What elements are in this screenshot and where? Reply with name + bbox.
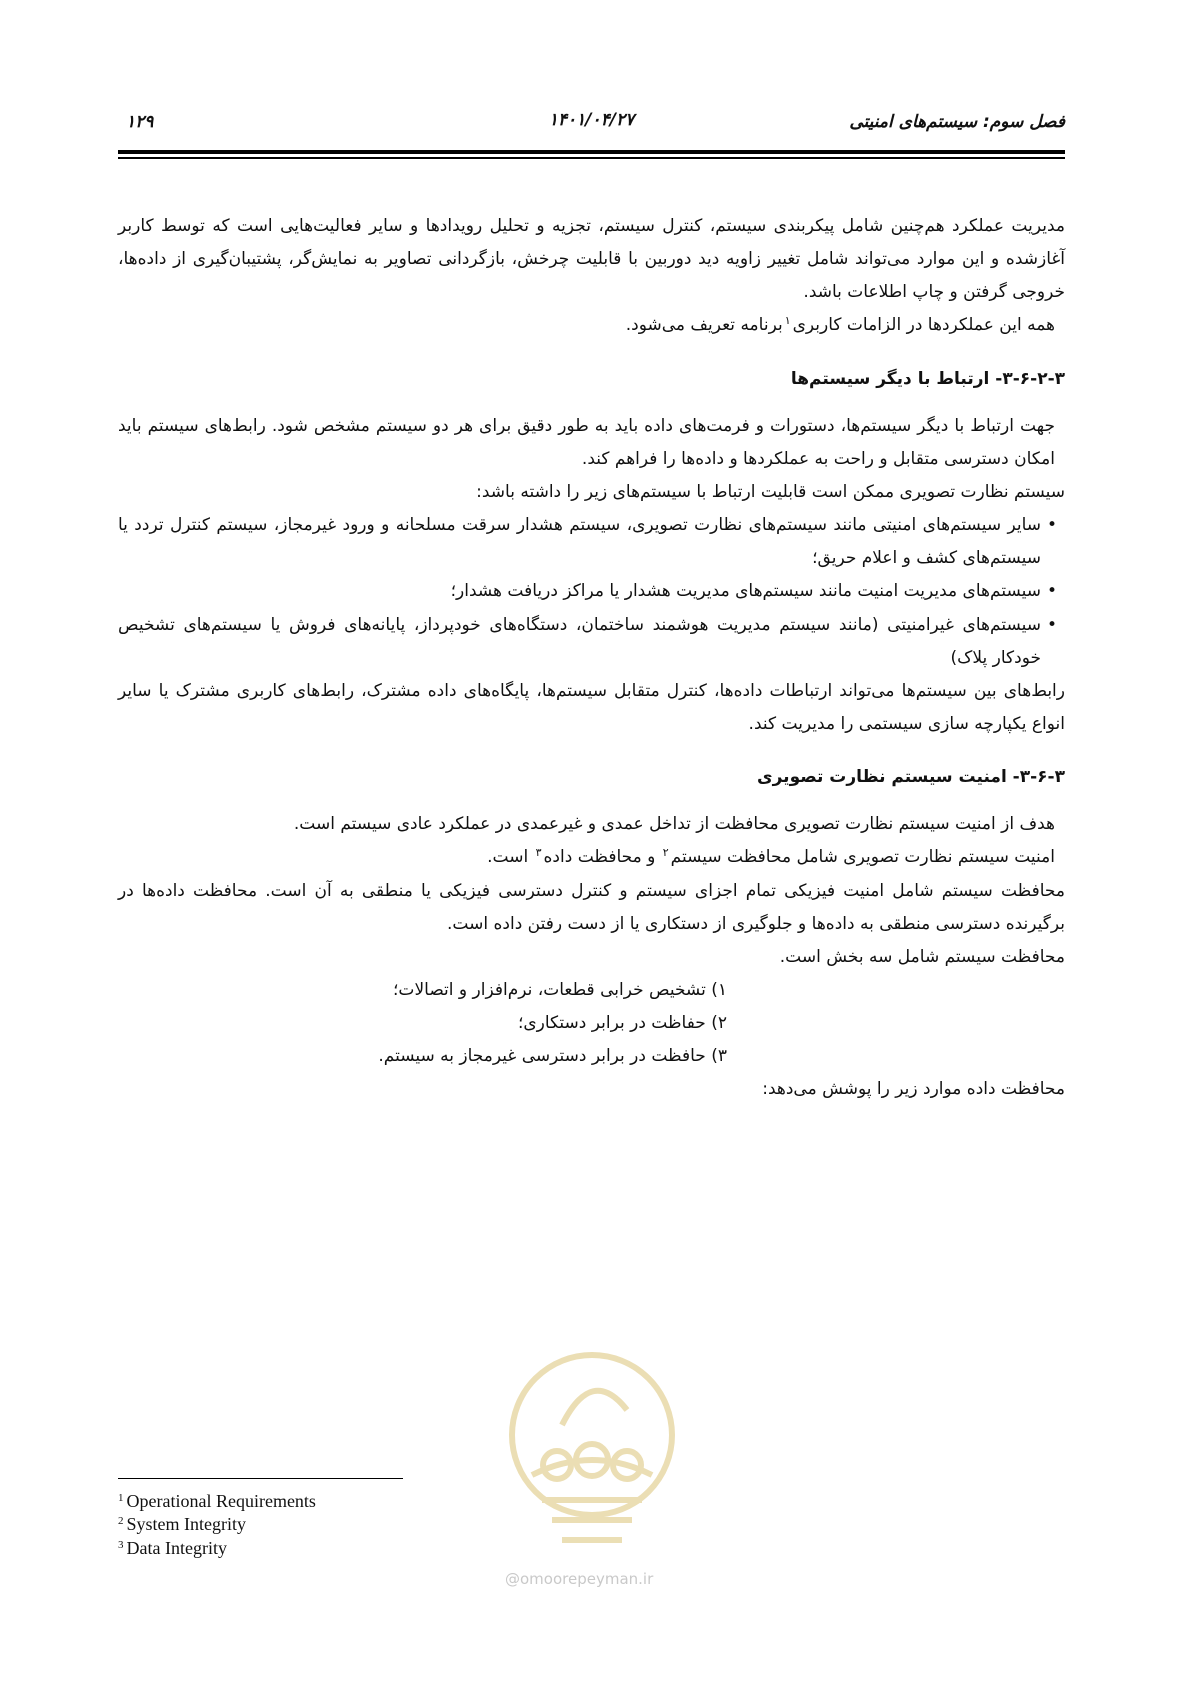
text-segment: برنامه تعریف می‌شود. xyxy=(625,315,783,336)
text-segment: همه این عملکردها در الزامات کاربری xyxy=(792,315,1055,336)
footnote-ref-3[interactable]: ۳ xyxy=(535,846,542,860)
bullet-item xyxy=(118,575,1065,608)
footnote-item xyxy=(118,1513,316,1536)
header-rule-thin xyxy=(118,157,1065,159)
numbered-item: ۱) تشخیص خرابی قطعات، نرم‌افزار و اتصالات؛ xyxy=(393,979,727,1000)
watermark-url: @omoorepeyman.ir xyxy=(505,1570,654,1588)
footnote-item xyxy=(118,1537,316,1560)
bullet-item xyxy=(118,509,1065,575)
footnote-separator xyxy=(118,1478,403,1479)
header-date: ۱۴۰۱/۰۴/۲۷ xyxy=(548,110,635,130)
header-rule-thick xyxy=(118,150,1065,154)
bullet-icon: • xyxy=(1046,614,1057,635)
paragraph-system-protection: محافظت سیستم شامل امنیت فیزیکی تمام اجزای سیستم و کنترل دسترسی فیزیکی یا منطقی به آن است. محافظت داده‌ها در برگیرنده دسترسی منطقی به داده‌ها و جلوگیری از دستکاری یا از دست رفتن داده است. xyxy=(118,880,1065,934)
paragraph-security-scope xyxy=(118,841,1065,874)
numbered-item: ۲) حفاظت در برابر دستکاری؛ xyxy=(517,1013,727,1034)
footnote-item xyxy=(118,1490,316,1513)
footnote-number: 2 xyxy=(118,1515,124,1528)
section-heading-security: ۳-۶-۳- امنیت سیستم نظارت تصویری xyxy=(757,767,1065,788)
page-header xyxy=(118,112,1065,142)
text-segment: است. xyxy=(487,847,529,868)
paragraph-communication-capability: سیستم نظارت تصویری ممکن است قابلیت ارتباط با سیستم‌های زیر را داشته باشد: xyxy=(476,481,1065,502)
footnote-text: System Integrity xyxy=(126,1514,246,1535)
text-segment: و محافظت داده xyxy=(543,847,656,868)
page-body xyxy=(118,210,1065,1107)
paragraph-data-protection: محافظت داده موارد زیر را پوشش می‌دهد: xyxy=(762,1079,1065,1100)
section-heading-other-systems: ۳-۶-۲-۳- ارتباط با دیگر سیستم‌ها xyxy=(790,368,1065,389)
bullet-text: سیستم‌های غیرامنیتی (مانند سیستم مدیریت هوشمند ساختمان، دستگاه‌های خودپرداز، پایانه‌های فروش یا سیستم‌های تشخیص خودکار پلاک) xyxy=(118,614,1041,668)
bullet-icon: • xyxy=(1046,515,1057,536)
paragraph-communication: جهت ارتباط با دیگر سیستم‌ها، دستورات و فرمت‌های داده باید به طور دقیق برای هر دو سیستم مشخص شود. رابط‌های سیستم باید امکان دسترسی متقابل و راحت به عملکردها و داده‌ها را فراهم کند. xyxy=(118,415,1055,469)
footnote-ref-1[interactable]: ۱ xyxy=(784,314,791,328)
footnote-text: Operational Requirements xyxy=(126,1491,316,1511)
paragraph-user-requirements xyxy=(118,309,1065,342)
paragraph-performance-management: مدیریت عملکرد هم‌چنین شامل پیکربندی سیستم، کنترل سیستم، تجزیه و تحلیل رویدادها و سایر فعالیت‌هایی است که توسط کاربر آغازشده و این موارد می‌تواند شامل تغییر زاویه دید دوربین با قابلیت چرخش، بازگردانی تصاویر به نمایش‌گر، پشتیبان‌گیری از داده‌ها، خروجی گرفتن و چاپ اطلاعات باشد. xyxy=(118,216,1065,303)
bullet-text: سایر سیستم‌های امنیتی مانند سیستم‌های نظارت تصویری، سیستم هشدار سرقت مسلحانه و ورود غیرمجاز، سیستم کنترل تردد یا سیستم‌های کشف و اعلام حریق؛ xyxy=(118,515,1041,569)
watermark-logo-icon xyxy=(492,1325,692,1555)
footnotes xyxy=(118,1490,316,1560)
footnote-number: 3 xyxy=(118,1538,124,1551)
paragraph-security-goal: هدف از امنیت سیستم نظارت تصویری محافظت از تداخل عمدی و غیرعمدی در عملکرد عادی سیستم است. xyxy=(293,814,1055,835)
paragraph-three-parts: محافظت سیستم شامل سه بخش است. xyxy=(779,946,1065,967)
bullet-item xyxy=(118,609,1065,675)
chapter-title: فصل سوم: سیستم‌های امنیتی xyxy=(849,112,1065,132)
text-segment: امنیت سیستم نظارت تصویری شامل محافظت سیستم xyxy=(670,847,1055,868)
paragraph-interfaces: رابط‌های بین سیستم‌ها می‌تواند ارتباطات داده‌ها، کنترل متقابل سیستم‌ها، پایگاه‌های داده مشترک، رابط‌های کاربری مشترک یا سایر انواع یکپارچه سازی سیستمی را مدیریت کند. xyxy=(118,680,1065,734)
footnote-number: 1 xyxy=(118,1492,124,1504)
numbered-item: ۳) حافظت در برابر دسترسی غیرمجاز به سیستم. xyxy=(378,1046,727,1067)
bullet-text: سیستم‌های مدیریت امنیت مانند سیستم‌های مدیریت هشدار یا مراکز دریافت هشدار؛ xyxy=(450,581,1041,602)
numbered-list xyxy=(118,974,1065,1073)
footnote-ref-2[interactable]: ۲ xyxy=(662,846,669,860)
page-number: ۱۲۹ xyxy=(126,112,154,132)
footnote-text: Data Integrity xyxy=(126,1537,227,1558)
bullet-icon: • xyxy=(1046,581,1057,602)
